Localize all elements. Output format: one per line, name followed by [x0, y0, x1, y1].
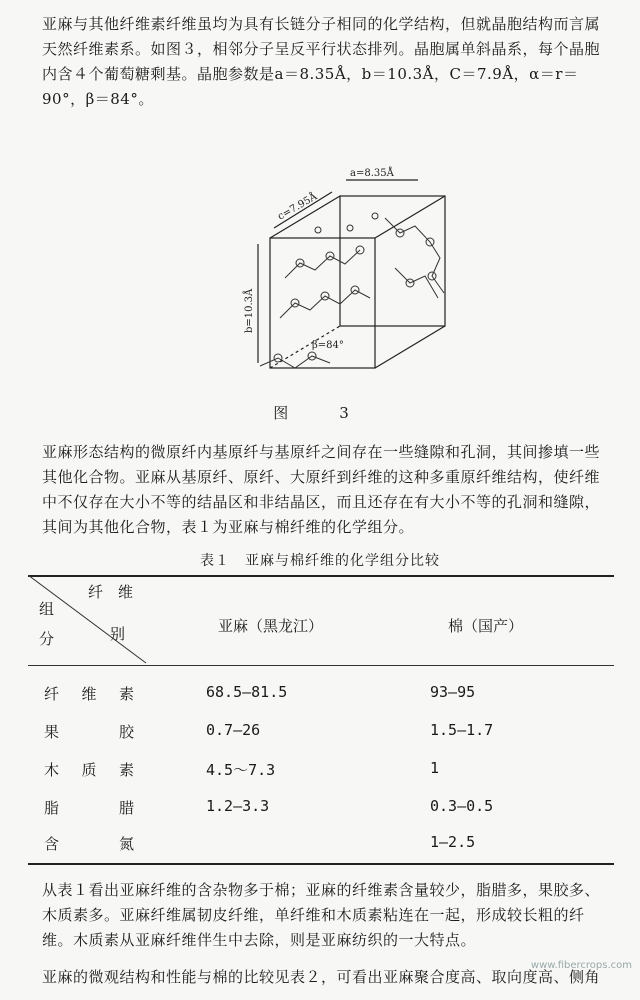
label-a: a=8.35Å [350, 168, 394, 179]
column-flax-header: 亚麻（黑龙江） [218, 617, 324, 635]
cotton-value: 1—2.5 [430, 833, 476, 851]
table-title: 表１ 亚麻与棉纤维的化学组分比较 [200, 553, 440, 569]
row-label: 脂腊 [44, 799, 134, 817]
cotton-value: 0.3—0.5 [430, 797, 494, 815]
cellulose-crystal-figure [200, 158, 450, 388]
corner-type-label: 别 [110, 625, 126, 643]
closing-paragraph: 亚麻的微观结构和性能与棉的比较见表２，可看出亚麻聚合度高、取向度高、侧角 [42, 968, 601, 986]
row-label: 木质素 [44, 761, 134, 779]
flax-value: 0.7—26 [206, 721, 261, 739]
comparison-paragraph: 从表１看出亚麻纤维的含杂物多于棉；亚麻的纤维素含量较少，脂腊多，果胶多、木质素多。亚麻纤维属韧皮纤维，单纤维和木质素粘连在一起，形成较长粗的纤维。木质素从亚麻纤维伴生中去除，则是亚麻纺织的一大特点。 [42, 881, 601, 949]
table-bottom-rule [28, 863, 614, 865]
cotton-value: 1.5—1.7 [430, 721, 494, 739]
composition-table [28, 575, 614, 865]
flax-value: 1.2—3.3 [206, 797, 270, 815]
row-label: 含氮 [44, 835, 134, 853]
structure-paragraph: 亚麻形态结构的微原纤内基原纤与基原纤之间存在一些缝隙和孔洞，其间掺填一些其他化合物。亚麻从基原纤、原纤、大原纤到纤维的这种多重原纤维结构，使纤维中不仅存在大小不等的结晶区和非结晶区，而且还存在有大小不等的孔洞和缝隙，其间为其他化合物，表１为亚麻与棉纤维的化学组分。 [42, 443, 601, 536]
watermark: www.fibercrops.com [530, 960, 632, 971]
label-c: c=7.95Å [276, 191, 320, 223]
cotton-value: 1 [430, 759, 440, 777]
unit-cell-diagram [200, 158, 450, 388]
intro-paragraph: 亚麻与其他纤维素纤维虽均为具有长链分子相同的化学结构，但就晶胞结构而言属天然纤维素系。如图３，相邻分子呈反平行状态排列。晶胞属单斜晶系，每个晶胞内含４个葡萄糖剩基。晶胞参数是a＝8.35Å，b＝10.3Å，C＝7.9Å，α＝r＝90°，β＝84°。 [42, 15, 601, 108]
cotton-value: 93—95 [430, 683, 476, 701]
row-label: 纤维素 [44, 685, 134, 703]
table-header-rule [28, 665, 614, 666]
column-cotton-header: 棉（国产） [448, 617, 524, 635]
flax-value: 68.5—81.5 [206, 683, 288, 701]
row-label: 果胶 [44, 723, 134, 741]
corner-component-label: 组 分 [37, 601, 55, 646]
figure-caption: 图 3 [273, 404, 367, 422]
label-beta: β=84° [312, 340, 344, 351]
corner-fiber-label: 纤 维 [88, 583, 134, 601]
label-b: b=10.3Å [244, 288, 255, 333]
flax-value: 4.5～7.3 [206, 761, 276, 779]
